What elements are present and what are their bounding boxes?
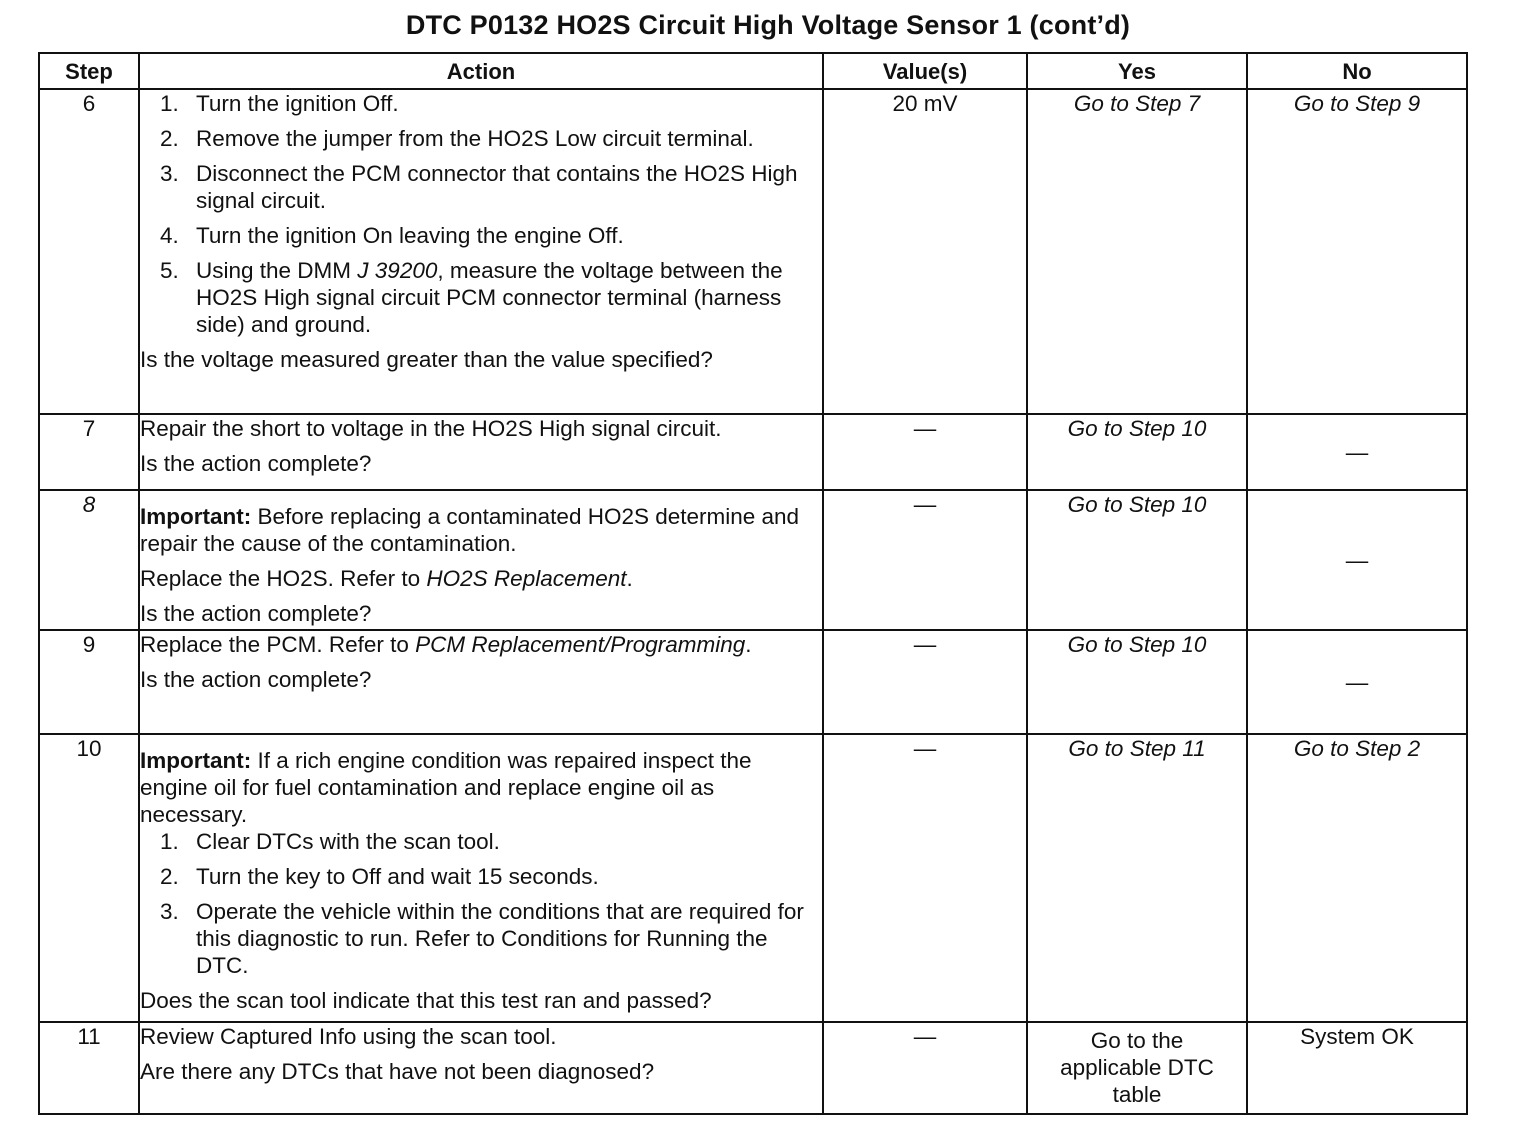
- table-row: [39, 630, 1467, 734]
- yes-cell: Go to the applicable DTC table: [1027, 1022, 1247, 1114]
- header-step: Step: [39, 53, 139, 89]
- question-text: Are there any DTCs that have not been diagnosed?: [140, 1059, 655, 1084]
- action-cell: Replace the PCM. Refer to PCM Replacement/Programming. Is the action complete?: [139, 630, 823, 734]
- table-row: [39, 414, 1467, 490]
- reference-link: HO2S Replacement: [426, 566, 627, 591]
- list-item: 1. Clear DTCs with the scan tool.: [160, 829, 500, 854]
- value-cell: —: [823, 490, 1027, 630]
- question-text: Is the action complete?: [140, 601, 372, 626]
- question-text: Is the action complete?: [140, 667, 372, 692]
- reference-link: PCM Replacement/Programming: [415, 632, 746, 657]
- question-text: Is the action complete?: [140, 451, 372, 476]
- list-item: 3. Disconnect the PCM connector that contains the HO2S High signal circuit.: [160, 161, 798, 213]
- no-cell: —: [1247, 414, 1467, 490]
- header-row: [39, 53, 1467, 89]
- no-cell: Go to Step 9: [1247, 89, 1467, 414]
- step-number: 8: [39, 490, 139, 630]
- table-row: [39, 490, 1467, 630]
- value-cell: —: [823, 1022, 1027, 1114]
- list-item: 3. Operate the vehicle within the conditions that are required for this diagnostic to run. Refer to Conditions for Running the DTC.: [160, 899, 804, 978]
- action-cell: Review Captured Info using the scan tool. Are there any DTCs that have not been diagnosed?: [139, 1022, 823, 1114]
- action-cell: Repair the short to voltage in the HO2S High signal circuit. Is the action complete?: [139, 414, 823, 490]
- page-title: DTC P0132 HO2S Circuit High Voltage Sensor 1 (cont’d): [405, 10, 1131, 40]
- value-cell: —: [823, 734, 1027, 1022]
- no-cell: —: [1247, 630, 1467, 734]
- action-cell: [139, 89, 823, 414]
- value-cell: —: [823, 414, 1027, 490]
- step-number: 9: [39, 630, 139, 734]
- table-row: [39, 734, 1467, 1022]
- value-cell: —: [823, 630, 1027, 734]
- step-number: 6: [39, 89, 139, 414]
- yes-cell: Go to Step 10: [1027, 630, 1247, 734]
- important-label: Important:: [140, 748, 252, 773]
- list-item: 2. Turn the key to Off and wait 15 seconds.: [160, 864, 599, 889]
- yes-cell: Go to Step 10: [1027, 414, 1247, 490]
- no-cell: —: [1247, 490, 1467, 630]
- header-no: No: [1247, 53, 1467, 89]
- step-number: 11: [39, 1022, 139, 1114]
- yes-cell: Go to Step 7: [1027, 89, 1247, 414]
- action-cell: Important: Before replacing a contaminated HO2S determine and repair the cause of the contamination. Replace the HO2S. Refer to HO2S Replacement. Is the action complete?: [139, 490, 823, 630]
- no-cell: System OK: [1247, 1022, 1467, 1114]
- diagnostic-table: [38, 52, 1468, 1115]
- table-row: [39, 89, 1467, 414]
- step-number: 7: [39, 414, 139, 490]
- header-values: Value(s): [823, 53, 1027, 89]
- list-item: 1. Turn the ignition Off.: [160, 91, 399, 116]
- action-cell: Important: If a rich engine condition was repaired inspect the engine oil for fuel contamination and replace engine oil as necessary. 1. Clear DTCs with the scan tool. 2. Turn the key to Off and wait 15 seconds. 3. Operate the vehicle within the conditions that are required for this diagnostic to run. Refer to Conditions for Running the DTC. Does the scan tool indicate that this test ran and passed?: [139, 734, 823, 1022]
- yes-cell: Go to Step 10: [1027, 490, 1247, 630]
- question-text: Is the voltage measured greater than the value specified?: [140, 347, 713, 372]
- list-item: 4. Turn the ignition On leaving the engine Off.: [160, 223, 624, 248]
- header-action: Action: [139, 53, 823, 89]
- list-item: 5. Using the DMM J 39200, measure the voltage between the HO2S High signal circuit PCM connector terminal (harness side) and ground.: [160, 258, 783, 337]
- yes-cell: Go to Step 11: [1027, 734, 1247, 1022]
- header-yes: Yes: [1027, 53, 1247, 89]
- list-item: 2. Remove the jumper from the HO2S Low circuit terminal.: [160, 126, 754, 151]
- no-cell: Go to Step 2: [1247, 734, 1467, 1022]
- important-label: Important:: [140, 504, 252, 529]
- question-text: Does the scan tool indicate that this test ran and passed?: [140, 988, 712, 1013]
- value-cell: 20 mV: [823, 89, 1027, 414]
- table-row: [39, 1022, 1467, 1114]
- step-number: 10: [39, 734, 139, 1022]
